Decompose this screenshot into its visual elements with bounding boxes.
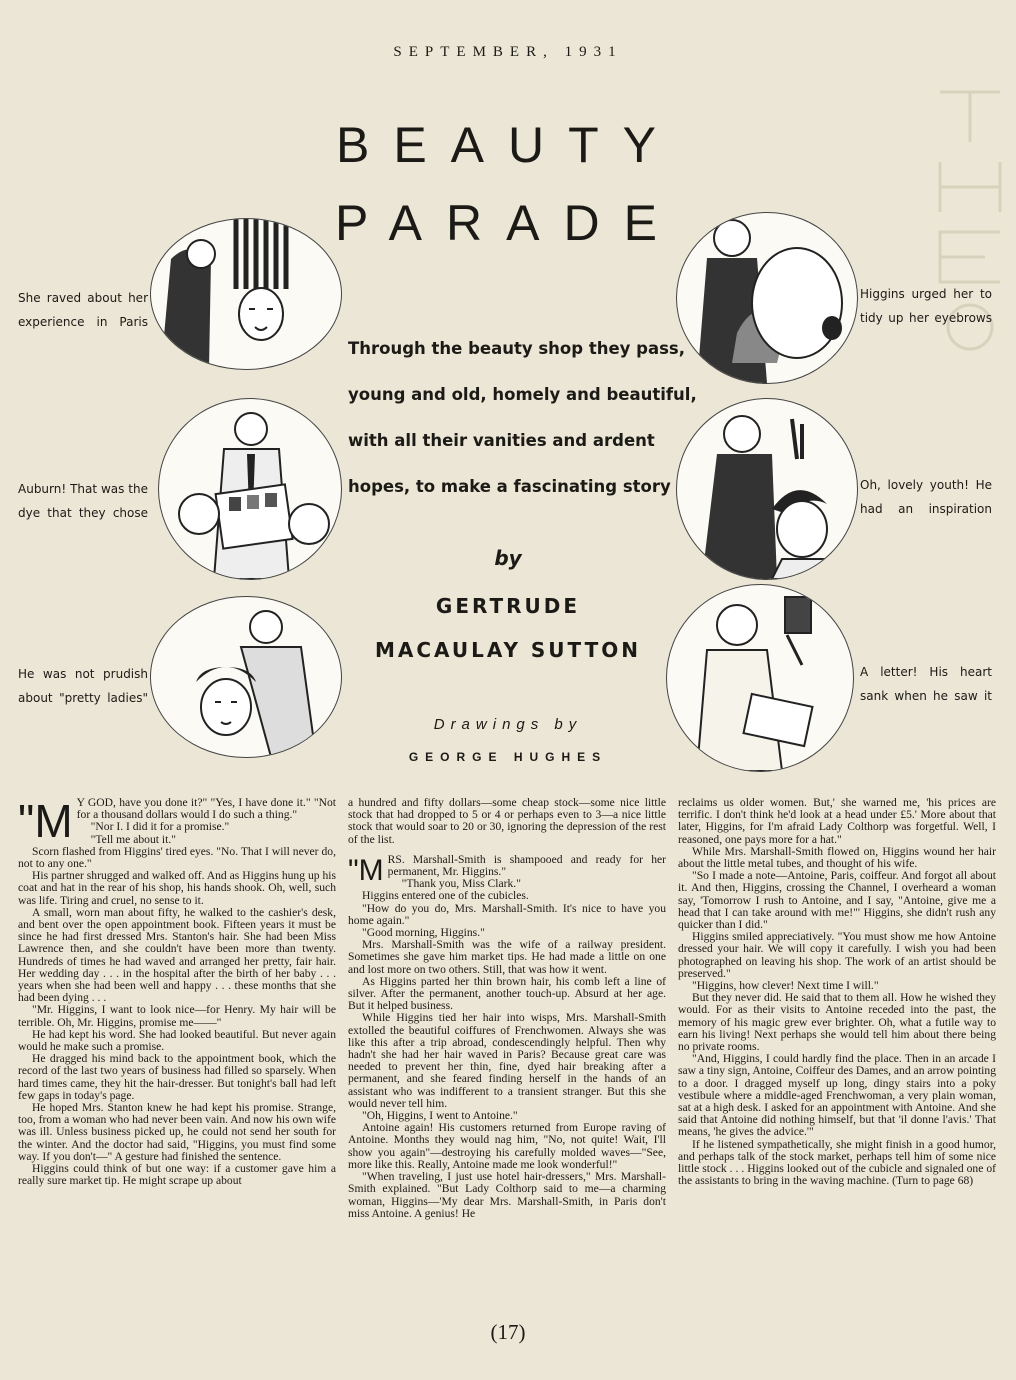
caption-right-1 [860,282,992,330]
paragraph: He hoped Mrs. Stanton knew he had kept his promise. Strange, too, from a woman who had never been vain. And now his own wife was ill. Unless business picked up, he could not send her south for the winter. And the doctor had said, "Higgins, you must find some way. If you don't—" A gesture had finished the sentence. [18,1101,336,1163]
paragraph: He dragged his mind back to the appointment book, which the record of the last two years of business had filled so sparsely. When hard times came, they hit the hair-dresser. But tonight's ball had left few gaps in today's page. [18,1052,336,1102]
title-line-1: BEAUTY [335,117,681,173]
paragraph: "When traveling, I just use hotel hair-dressers," Mrs. Marshall-Smith explained. "But Lady Colthorp said to me—a charming woman, Higgins—'My dear Mrs. Marshall-Smith, in Paris don't miss Antoine. A genius! He [348,1170,666,1220]
author-first-name: GERTRUDE [435,594,581,618]
paragraph: "So I made a note—Antoine, Paris, coiffeur. And forgot all about it. And then, Higgins, crossing the Channel, I overheard a woman say, 'Tomorrow I rush to Antoine, and I say, "Antoine, give me a head that I can take around with me!"' Higgins, she didn't rush any quicker than I did." [678,869,996,932]
illustration-eyebrows [676,212,858,384]
artist-name: GEORGE HUGHES [408,750,608,764]
page-number: (17) [490,1320,526,1344]
hairdresser-waving-drawing [151,597,341,757]
paragraph: While Mrs. Marshall-Smith flowed on, Higgins wound her hair about the little metal tubes, and thought of his wife. [678,844,996,871]
illustration-waving-hair [150,596,342,758]
paragraph: Antoine again! His customers returned from Europe raving of Antoine. Months they would nag him, "No, not quite! Wait, I'll show you again"—destroying his carefully molded waves—"See, more like this. Really, Antoine made me look wonderful!" [348,1121,666,1171]
continued-paragraph: reclaims us older women. But,' she warned me, 'his prices are terrific. I don't think he'd look at a head under £5.' More about that later, Higgins, for I'm afraid Lady Colthorp was forgetful. Well, I reasoned, one pays more for a hat." [678,796,996,846]
paragraph: Higgins entered one of the cubicles. [362,889,529,903]
illustration-woman-raving [150,218,342,370]
illustration-youth [676,398,858,580]
opening-text: RS. Marshall-Smith is shampooed and ready for her permanent, Mr. Higgins." [387,852,666,879]
caption-left-2 [18,477,148,525]
subtitle-line: hopes, to make a fascinating story [348,477,671,496]
paragraph: As Higgins parted her thin brown hair, his comb left a line of silver. After the permanent, another touch-up. Absurd at her age. But it helped business. [348,974,666,1013]
drop-cap [18,795,73,847]
author-name [340,584,676,672]
subtitle-line: with all their vanities and ardent [348,431,655,450]
illustration-letter [666,584,854,772]
drop-cap-quote: " [348,853,359,887]
opening-text: Y GOD, have you done it?" "Yes, I have done it." "Not for a thousand dollars would I do such a thing." [76,796,336,822]
paragraph: If he listened sympathetically, she might finish in a good humor, and perhaps talk of the stock market, perhaps tell him of some nice little stock . . . Higgins looked out of the cubicle and signaled one of the assistants to bring in the waving machine. (Turn to page 68) [678,1137,996,1188]
caption-right-3 [860,660,992,708]
issue-date-header: SEPTEMBER, 1931 [393,44,623,60]
woman-hair-drying-drawing [151,219,341,369]
paragraph: A small, worn man about fifty, he walked to the cashier's desk, and bent over the open appointment book. Fifteen years it must be since he had first dressed Mrs. Stanton's hair. She had been Miss Lawrence then, and she couldn't have been more than twenty. Hundreds of times he had waved and arranged her pretty, fair hair. Her wedding day . . . in the hospital after the birth of her baby . . . years when she had been well and happy . . . these months that she had been dying . . . [18,905,336,1005]
paragraph: Scorn flashed from Higgins' tired eyes. "No. That I will never do, not to any one." [18,844,336,871]
subtitle-line: young and old, homely and beautiful, [348,385,697,404]
caption-line: Oh, lovely youth! He [860,478,992,492]
article-column-2 [348,797,666,1220]
lovely-youth-drawing [677,399,857,579]
paragraph: His partner shrugged and walked off. And as Higgins hung up his coat and hat in the rear of his shop, his hands shook. Oh, well, such was life. Tiring and cruel, no sense to it. [18,869,336,907]
author-last-name: MACAULAY SUTTON [374,638,642,662]
paragraph: Mrs. Marshall-Smith was the wife of a railway president. Sometimes she gave him market tips. He had made a little on one and lost more on two others. Still, that was how it went. [348,938,666,976]
drawings-credit: Drawings by [433,716,583,733]
byline: by [494,546,522,570]
dye-sample-card-drawing [159,399,341,579]
paragraph: But they never did. He said that to them all. How he wished they would. For as their visits to Antoine receded into the past, the memory of his magic grew ever brighter. Oh, what a futile way to earn his living! Next perhaps she would tell him about there being no private rooms. [678,991,996,1054]
drop-cap-letter: M [358,853,384,887]
caption-line: She raved about her [18,291,148,305]
paragraph: While Higgins tied her hair into wisps, Mrs. Marshall-Smith extolled the beautiful coiffures of Frenchwomen. Always she was like this after a trip abroad, condescendingly helpful. Then why hadn't she had her hair waved in Paris? Because great care was needed to prevent her thin, fine, dyed hair breaking after a permanent, and she feared finding herself in the hands of an assistant who was indifferent to a transient stranger. But this she would never tell him. [348,1011,666,1110]
drop-cap-quote: " [18,795,35,847]
caption-line: A letter! His heart [860,665,992,679]
caption-line: dye that they chose [18,506,148,520]
caption-left-1 [18,286,148,334]
caption-line: tidy up her eyebrows [860,311,992,325]
paragraph: "Oh, Higgins, I went to Antoine." [362,1109,518,1123]
bleed-through-lettering [930,72,1010,402]
caption-right-2 [860,473,992,521]
article-column-1 [18,797,336,1188]
paragraph: "How do you do, Mrs. Marshall-Smith. It's nice to have you home again." [348,901,666,927]
title-line-2: PARADE [335,195,681,251]
caption-line: Higgins urged her to [860,287,992,301]
eyebrow-tidying-drawing [677,213,857,383]
caption-line: Auburn! That was the [18,482,148,496]
subtitle-line: Through the beauty shop they pass, [348,339,686,358]
man-with-letter-drawing [667,585,853,771]
paragraph: "Tell me about it." [90,832,176,846]
illustration-dye-samples [158,398,342,580]
drop-cap-letter: M [34,795,73,847]
paragraph: "Good morning, Higgins." [362,926,485,940]
caption-line: He was not prudish [18,667,148,681]
caption-line: about "pretty ladies" [18,691,148,705]
paragraph: "Mr. Higgins, I want to look nice—for Henry. My hair will be terrible. Oh, Mr. Higgins, promise me——" [18,1003,336,1029]
continued-paragraph: a hundred and fifty dollars—some cheap stock—some nice little stock that had dropped to 5 or 4 or perhaps even to 3—a nice little stock that would soar to 20 or 30, ignoring the depression of the rest of the list. [348,796,666,846]
subtitle [348,326,697,510]
paragraph: "Thank you, Miss Clark." [401,877,521,891]
caption-line: experience in Paris [18,315,148,329]
paragraph: Higgins could think of but one way: if a customer gave him a really sure market tip. He might scrape up about [18,1162,336,1188]
paragraph: "Higgins, how clever! Next time I will." [692,979,879,993]
article-column-3 [678,797,996,1188]
paragraph: "And, Higgins, I could hardly find the place. Then in an arcade I saw a tiny sign, Antoine, Coiffeur des Dames, and an arrow pointing to a door. I dragged myself up long, dingy stairs into a poky vestibule where a middle-aged Frenchwoman, a very plain woman, sat at a high desk. I asked for an appointment with Antoine. And she said that Antoine did nothing himself, but that 'il donne l'avis.' That means, 'he gives the advice.'" [678,1052,996,1139]
paragraph: He had kept his word. She had looked beautiful. But never again would he make such a promise. [18,1027,336,1054]
drop-cap [348,853,384,887]
caption-line: sank when he saw it [860,689,992,703]
paragraph: "Nor I. I did it for a promise." [90,820,230,834]
caption-line: had an inspiration [860,502,992,516]
paragraph: Higgins smiled appreciatively. "You must show me how Antoine dressed your hair. We will copy it carefully. I wish you had been photographed on leaving his shop. The work of an artist should be preserved." [678,930,996,980]
caption-left-3 [18,662,148,710]
